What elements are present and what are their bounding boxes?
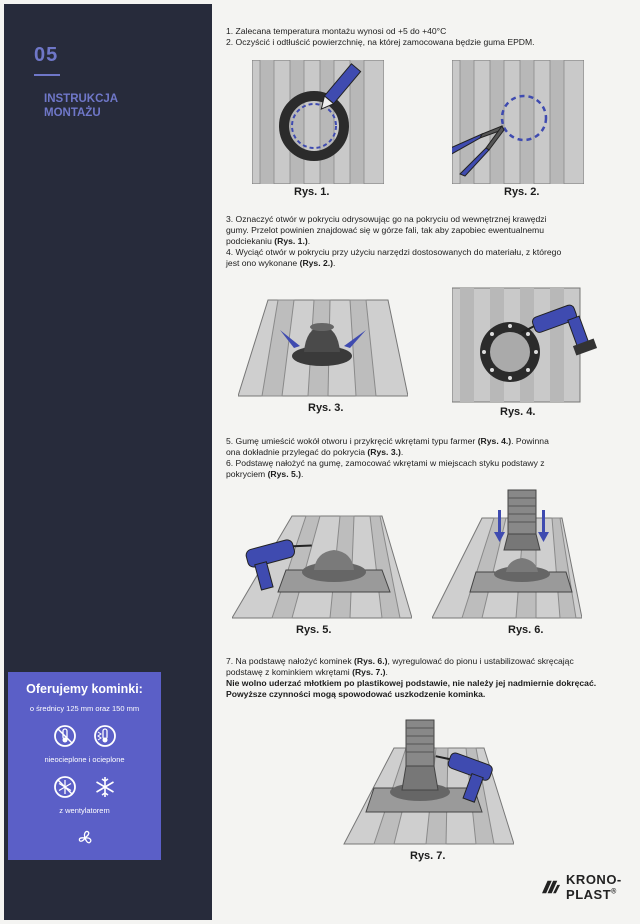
step-2-text: 2. Oczyścić i odtłuścić powierzchnię, na której zamocowana będzie guma EPDM. [226,37,535,47]
figure-5-mounting-base [232,512,412,622]
figure-2-caption: Rys. 2. [504,186,540,198]
figure-1-marking-hole [252,60,384,184]
figure-3-epdm-on-roof [238,296,408,400]
product-offer-box [8,672,161,860]
step-5-figure-ref-2: (Rys. 3.) [367,447,401,457]
offer-fan: z wentylatorem [59,806,110,815]
step-6-line2: pokryciem (Rys. 5.). [226,469,304,479]
step-1-text: 1. Zalecana temperatura montażu wynosi od +5 do +40°C [226,26,447,36]
figure-2-cutting-hole [452,60,584,184]
figure-3-caption: Rys. 3. [308,402,344,414]
offer-insulation: nieocieplone i ocieplone [44,755,125,764]
step-7-line1-text: 7. Na podstawę nałożyć kominek [226,656,352,666]
warning-line1: Nie wolno uderzać młotkiem po plastikowej podstawie, nie należy jej nadmiernie dokręcać. [226,678,597,688]
figure-5-caption: Rys. 5. [296,624,332,636]
step-4-line2-text: jest ono wykonane [226,258,298,268]
snowflake-icon [92,774,118,800]
step-7-text [226,656,596,700]
fan-icons [8,825,161,851]
step-5-line1-end: . Powinna [511,436,549,446]
section-title [44,92,118,120]
section-title-line2: MONTAŻU [44,107,101,119]
section-divider [34,74,60,76]
section-number: 05 [34,44,59,66]
thermometer-insulation-icon [92,723,118,749]
step-7-line1-end: , wyregulować do pionu i ustabilizować skręcając [387,656,574,666]
figure-7-fixing-chimney [334,718,514,848]
step-6-line2-text: pokryciem [226,469,266,479]
warning-line2: Powyższe czynności mogą spowodować uszkodzenie kominka. [226,689,486,699]
no-frost-icon [52,774,78,800]
figure-6-placing-chimney [432,488,582,622]
step-3-line2: gumy. Przelot powinien znajdować się w górze fali, tak aby zapobiec ewentualnemu [226,225,544,235]
step-5-line1 [226,436,549,447]
figure-1-caption: Rys. 1. [294,186,330,198]
figure-6-caption: Rys. 6. [508,624,544,636]
offer-title: Oferujemy kominki: [26,682,143,696]
step-5-line1-text: 5. Gumę umieścić wokół otworu i przykręcić wkrętami typu farmer [226,436,476,446]
figure-7-caption: Rys. 7. [410,850,446,862]
step-7-line2: podstawę z kominkiem wkrętami (Rys. 7.). [226,667,388,677]
step-4-line1: 4. Wyciąć otwór w pokryciu przy użyciu narzędzi dostosowanych do materiału, z którego [226,247,562,257]
step-5-line2-text: ona dokładnie przylegać do pokrycia [226,447,366,457]
climate-icons [8,774,161,800]
step-5-figure-ref-1: (Rys. 4.) [477,436,512,446]
offer-diameters: o średnicy 125 mm oraz 150 mm [29,704,140,713]
step-3-line3-text: podciekaniu [226,236,272,246]
step-7-figure-ref-1: (Rys. 6.) [354,656,388,666]
brand-logo [542,872,640,902]
step-7-line2-text: podstawę z kominkiem wkrętami [226,667,350,677]
brand-mark-icon [542,878,560,896]
step-5-line2: ona dokładnie przylegać do pokrycia (Rys. 3.). [226,447,404,457]
figure-4-caption: Rys. 4. [500,406,536,418]
brand-name [566,872,640,902]
step-6-line1: 6. Podstawę nałożyć na gumę, zamocować wkrętami w miejscach styku podstawy z [226,458,545,468]
section-title-line1: INSTRUKCJA [44,93,119,105]
step-4-line2: jest ono wykonane (Rys. 2.). [226,258,336,268]
figure-4-screwing-epdm [452,286,602,406]
sidebar [4,4,212,920]
fan-icon [72,825,98,851]
step-3-line3: podciekaniu (Rys. 1.). [226,236,311,246]
step-4-figure-ref: (Rys. 2.) [299,258,334,268]
step-3-line1: 3. Oznaczyć otwór w pokryciu odrysowując go na pokryciu od wewnętrznej krawędzi [226,214,547,224]
step-6-figure-ref: (Rys. 5.) [267,469,301,479]
step-3-text [226,214,561,269]
step-3-figure-ref: (Rys. 1.) [274,236,308,246]
step-7-line1 [226,656,596,667]
step-5-text [226,436,549,480]
instructions-content [212,4,640,920]
insulation-icons [8,723,161,749]
thermometer-no-insulation-icon [52,723,78,749]
registered-mark: ® [611,888,617,896]
brand-name-text: KRONO-PLAST [566,872,622,902]
step-7-figure-ref-2: (Rys. 7.) [352,667,386,677]
